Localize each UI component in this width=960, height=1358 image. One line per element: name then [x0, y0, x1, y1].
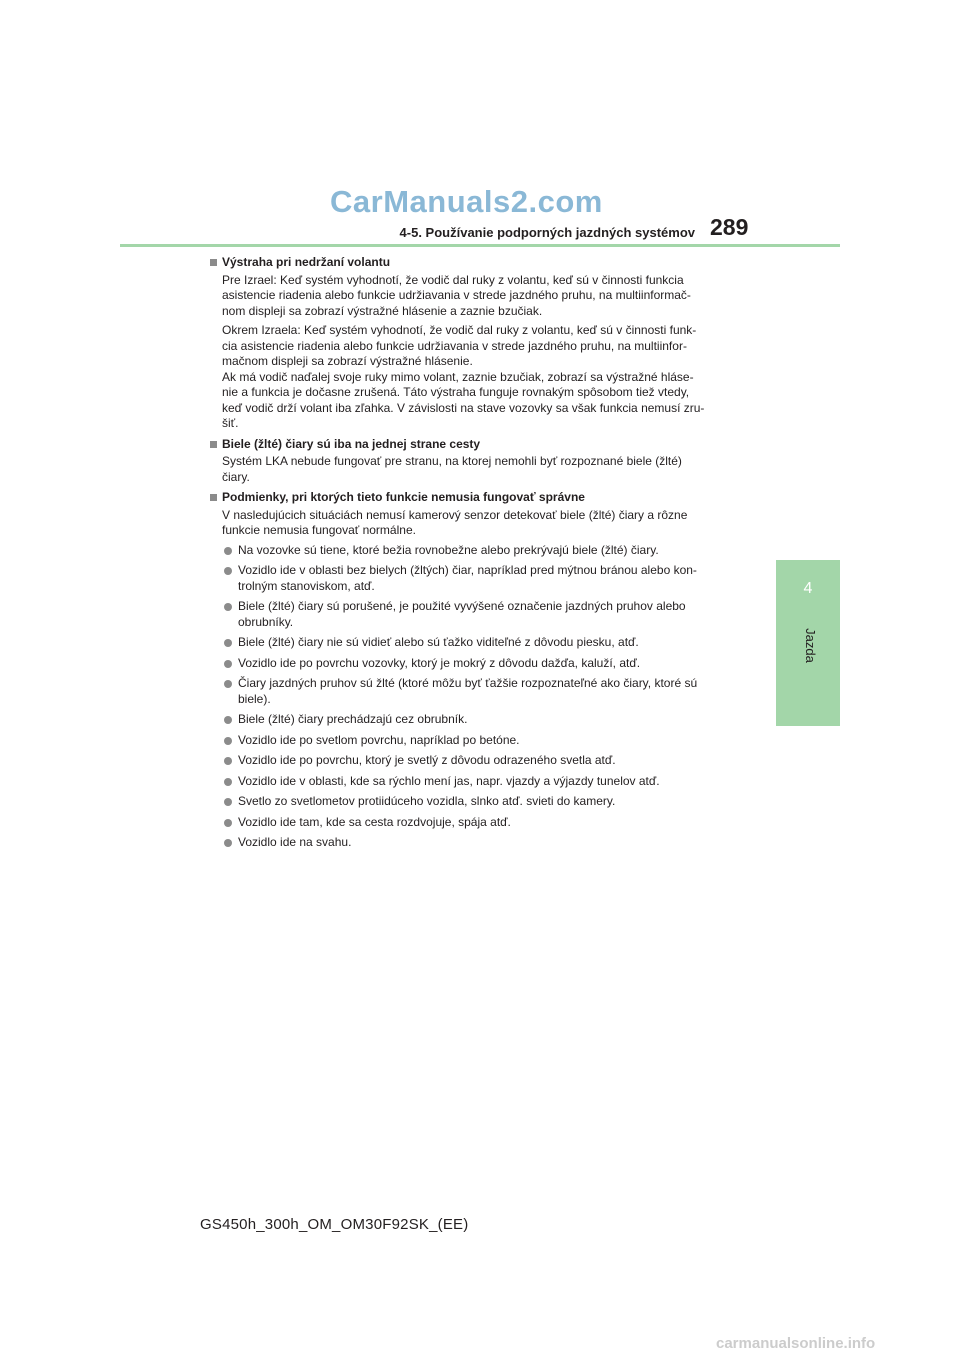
list-item — [208, 635, 750, 651]
list-item — [208, 835, 750, 851]
section-heading — [208, 255, 750, 271]
section-heading-text: Výstraha pri nedržaní volantu — [222, 255, 391, 269]
chapter-tab-number: 4 — [803, 580, 813, 597]
square-bullet-icon — [210, 441, 217, 448]
list-item — [208, 733, 750, 749]
round-bullet-icon — [224, 819, 232, 827]
round-bullet-icon — [224, 639, 232, 647]
list-item — [208, 794, 750, 810]
list-item — [208, 656, 750, 672]
list-item-text: Vozidlo ide po svetlom povrchu, napríklad po betóne. — [238, 732, 520, 747]
round-bullet-icon — [224, 603, 232, 611]
list-item-text: Vozidlo ide po povrchu, ktorý je svetlý z dôvodu odrazeného svetla atď. — [238, 753, 616, 767]
round-bullet-icon — [224, 778, 232, 786]
round-bullet-icon — [224, 547, 232, 555]
list-item — [208, 774, 750, 790]
list-item-text: Vozidlo ide po povrchu vozovky, ktorý je mokrý z dôvodu dažďa, kaluží, atď. — [238, 655, 641, 670]
round-bullet-icon — [224, 716, 232, 724]
round-bullet-icon — [224, 680, 232, 688]
page-number: 289 — [710, 214, 749, 240]
list-item — [208, 712, 750, 728]
paragraph: Pre Izrael: Keď systém vyhodnotí, že vodič dal ruky z volantu, keď sú v činnosti funkcia asistencie riadenia alebo funkcie udržiavania v strede jazdného pruhu, na multiinformač- nom displeji sa zobrazí výstražné hlásenie a zaznie bzučiak. — [222, 272, 691, 318]
paragraph: Systém LKA nebude fungovať pre stranu, na ktorej nemohli byť rozpoznané biele (žlté) čiary. — [222, 454, 682, 484]
list-item — [208, 815, 750, 831]
chapter-tab-label-wrap — [789, 615, 831, 675]
list-item — [208, 676, 750, 707]
paragraph: Okrem Izraela: Keď systém vyhodnotí, že vodič dal ruky z volantu, keď sú v činnosti funk- cia asistencie riadenia alebo funkcie udržiavania v strede jazdného pruhu, na multiinfor- mačnom displeji sa zobrazí výstražné hlásenie. Ak má vodič naďalej svoje ruky mimo volant, zaznie bzučiak, zobrazí sa výstražné hláse- nie a funkcia je dočasne zrušená. Táto výstraha funguje rovnakým spôsobom tiež vtedy, keď vodič drží volant iba zľahka. V závislosti na stave vozovky sa však funkcia nemusí zru- šiť. — [222, 323, 705, 430]
list-item-text: Čiary jazdných pruhov sú žlté (ktoré môžu byť ťažšie rozpoznateľné ako čiary, ktoré sú biele). — [238, 676, 698, 706]
section-one-side-lines — [208, 437, 750, 486]
chapter-section-title: 4-5. Používanie podporných jazdných systémov — [399, 225, 695, 240]
list-item-text: Vozidlo ide v oblasti, kde sa rýchlo mení jas, napr. vjazdy a výjazdy tunelov atď. — [238, 773, 660, 788]
paragraph: V nasledujúcich situáciách nemusí kamerový senzor detekovať biele (žlté) čiary a rôzne funkcie nemusia fungovať normálne. — [222, 507, 688, 537]
list-item-text: Svetlo zo svetlometov protiidúceho vozidla, slnko atď. svieti do kamery. — [238, 794, 616, 808]
list-item-text: Biele (žlté) čiary nie sú vidieť alebo sú ťažko viditeľné z dôvodu piesku, atď. — [238, 635, 639, 649]
list-item — [208, 543, 750, 559]
list-item-text: Vozidlo ide na svahu. — [238, 835, 352, 849]
watermark-logo: CarManuals2.com — [330, 184, 603, 219]
round-bullet-icon — [224, 737, 232, 745]
list-item-text: Na vozovke sú tiene, ktoré bežia rovnobežne alebo prekrývajú biele (žlté) čiary. — [238, 542, 659, 557]
watermark-footer: carmanualsonline.info — [716, 1335, 876, 1352]
round-bullet-icon — [224, 567, 232, 575]
list-item-text: Vozidlo ide v oblasti bez bielych (žltých) čiar, napríklad pred mýtnou bránou alebo kon- trolným stanoviskom, atď. — [238, 563, 697, 593]
round-bullet-icon — [224, 798, 232, 806]
square-bullet-icon — [210, 494, 217, 501]
list-item-text: Vozidlo ide tam, kde sa cesta rozdvojuje, spája atď. — [238, 814, 511, 829]
section-heading-text: Podmienky, pri ktorých tieto funkcie nemusia fungovať správne — [222, 490, 585, 504]
square-bullet-icon — [210, 259, 217, 266]
section-hands-off-warning — [208, 255, 750, 432]
section-heading-text: Biele (žlté) čiary sú iba na jednej strane cesty — [222, 436, 481, 451]
list-item — [208, 753, 750, 769]
list-item-text: Biele (žlté) čiary sú porušené, je použité vyvýšené označenie jazdných pruhov alebo obrubníky. — [238, 599, 686, 629]
document-code-footer: GS450h_300h_OM_OM30F92SK_(EE) — [200, 1216, 469, 1233]
round-bullet-icon — [224, 757, 232, 765]
chapter-tab-label: Jazda — [802, 627, 818, 663]
list-item — [208, 563, 750, 594]
round-bullet-icon — [224, 660, 232, 668]
section-heading — [208, 490, 750, 506]
header-divider — [120, 244, 840, 247]
round-bullet-icon — [224, 839, 232, 847]
section-heading — [208, 437, 750, 453]
section-conditions — [208, 490, 750, 851]
list-item-text: Biele (žlté) čiary prechádzajú cez obrubník. — [238, 712, 468, 726]
page-content — [208, 255, 750, 856]
list-item — [208, 599, 750, 630]
